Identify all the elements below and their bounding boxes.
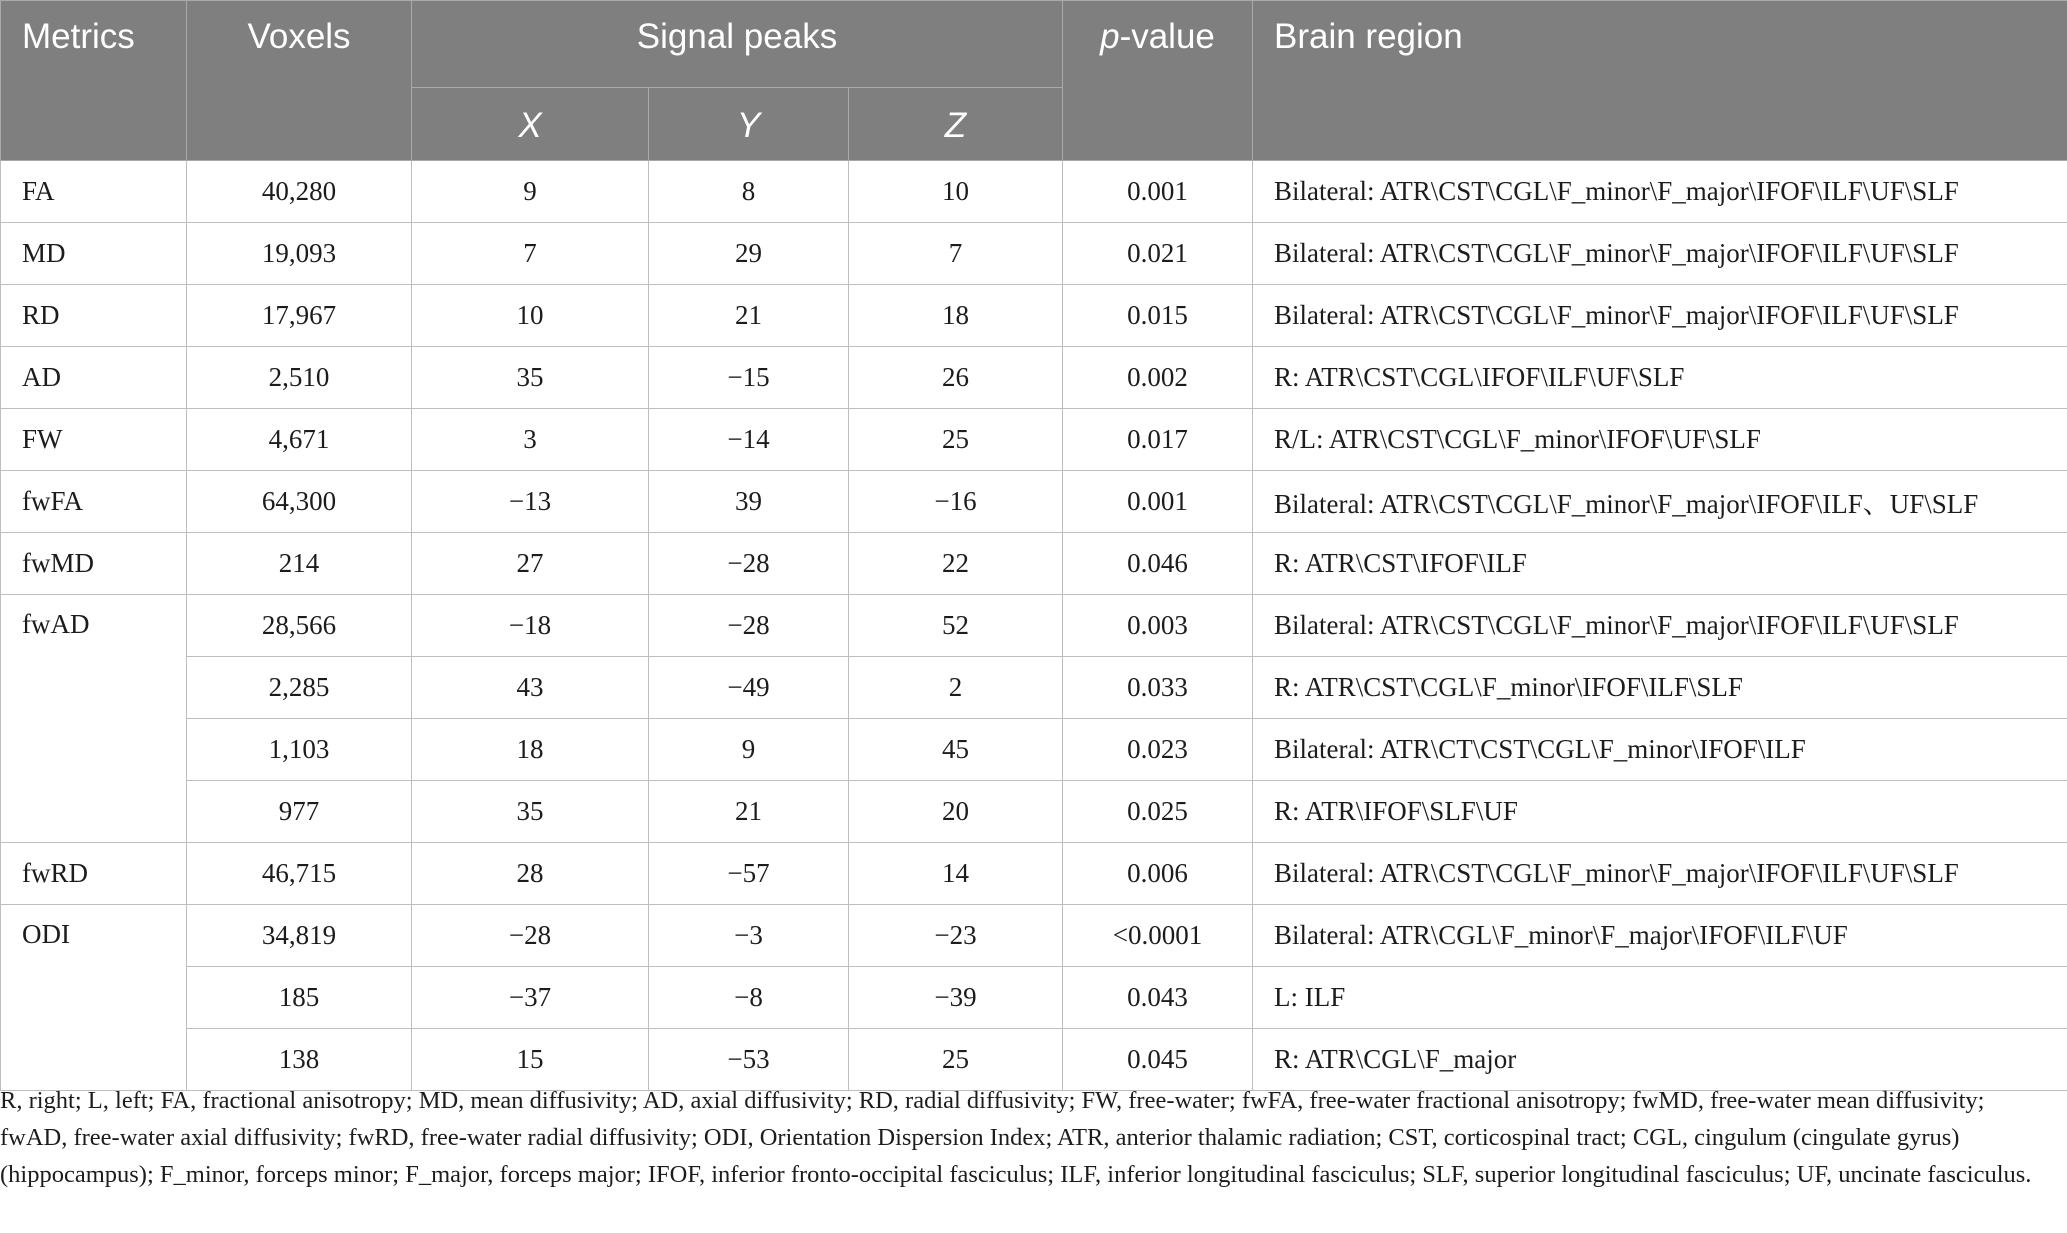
cell-brain-region: Bilateral: ATR\CST\CGL\F_minor\F_major\IFOF\ILF\UF\SLF: [1253, 595, 2067, 657]
cell-metric: FA: [1, 161, 187, 223]
header-p-italic: p: [1100, 17, 1120, 56]
cell-p-value: 0.045: [1063, 1029, 1253, 1091]
cell-voxels: 185: [187, 967, 412, 1029]
cell-brain-region: Bilateral: ATR\CST\CGL\F_minor\F_major\IFOF\ILF\UF\SLF: [1253, 161, 2067, 223]
cell-brain-region: R: ATR\CST\CGL\IFOF\ILF\UF\SLF: [1253, 347, 2067, 409]
cell-brain-region: Bilateral: ATR\CGL\F_minor\F_major\IFOF\ILF\UF: [1253, 905, 2067, 967]
cell-y: −53: [649, 1029, 849, 1091]
header-x: X: [412, 88, 649, 161]
cell-y: 29: [649, 223, 849, 285]
cell-p-value: 0.033: [1063, 657, 1253, 719]
cell-y: 21: [649, 781, 849, 843]
cell-brain-region: R: ATR\CST\CGL\F_minor\IFOF\ILF\SLF: [1253, 657, 2067, 719]
cell-y: −3: [649, 905, 849, 967]
header-voxels: Voxels: [187, 1, 412, 161]
cell-z: 20: [849, 781, 1063, 843]
cell-metric: ODI: [1, 905, 187, 1091]
table-row: [1, 223, 2067, 285]
cell-x: 18: [412, 719, 649, 781]
cell-voxels: 977: [187, 781, 412, 843]
cell-voxels: 17,967: [187, 285, 412, 347]
cell-z: 25: [849, 1029, 1063, 1091]
cell-p-value: 0.021: [1063, 223, 1253, 285]
cell-metric: RD: [1, 285, 187, 347]
cell-p-value: 0.001: [1063, 161, 1253, 223]
cell-y: 39: [649, 471, 849, 533]
cell-z: −39: [849, 967, 1063, 1029]
cell-p-value: <0.0001: [1063, 905, 1253, 967]
cell-metric: MD: [1, 223, 187, 285]
cell-voxels: 2,285: [187, 657, 412, 719]
cell-x: 35: [412, 347, 649, 409]
cell-p-value: 0.023: [1063, 719, 1253, 781]
cell-voxels: 34,819: [187, 905, 412, 967]
cell-x: 3: [412, 409, 649, 471]
cell-metric: FW: [1, 409, 187, 471]
cell-voxels: 40,280: [187, 161, 412, 223]
cell-z: 26: [849, 347, 1063, 409]
cell-z: 22: [849, 533, 1063, 595]
cell-x: 10: [412, 285, 649, 347]
cell-p-value: 0.015: [1063, 285, 1253, 347]
cell-brain-region: Bilateral: ATR\CST\CGL\F_minor\F_major\IFOF\ILF\UF\SLF: [1253, 843, 2067, 905]
cell-p-value: 0.043: [1063, 967, 1253, 1029]
cell-y: 21: [649, 285, 849, 347]
table-row: [1, 719, 2067, 781]
cell-voxels: 2,510: [187, 347, 412, 409]
cell-x: −13: [412, 471, 649, 533]
table-footnote: R, right; L, left; FA, fractional anisotropy; MD, mean diffusivity; AD, axial diffusivity; RD, radial diffusivity; FW, free-water; fwFA, free-water fractional anisotropy; fwMD, free-water mean diffusivity; fwAD, free-water axial diffusivity; fwRD, free-water radial diffusivity; ODI, Orientation Dispersion Index; ATR, anterior thalamic radiation; CST, corticospinal tract; CGL, cingulum (cingulate gyrus) (hippocampus); F_minor, forceps minor; F_major, forceps major; IFOF, inferior fronto-occipital fasciculus; ILF, inferior longitudinal fasciculus; SLF, superior longitudinal fasciculus; UF, uncinate fasciculus.: [0, 1087, 2032, 1188]
cell-z: 52: [849, 595, 1063, 657]
table-row: [1, 595, 2067, 657]
cell-x: 28: [412, 843, 649, 905]
cell-voxels: 46,715: [187, 843, 412, 905]
cell-metric: fwRD: [1, 843, 187, 905]
cell-brain-region: R: ATR\IFOF\SLF\UF: [1253, 781, 2067, 843]
cell-x: 27: [412, 533, 649, 595]
table-row: [1, 967, 2067, 1029]
cell-z: 18: [849, 285, 1063, 347]
cell-y: 9: [649, 719, 849, 781]
cell-y: −28: [649, 533, 849, 595]
cell-z: 25: [849, 409, 1063, 471]
cell-y: −8: [649, 967, 849, 1029]
table-body: [1, 161, 2067, 1091]
cell-x: 7: [412, 223, 649, 285]
cell-x: −28: [412, 905, 649, 967]
cell-p-value: 0.003: [1063, 595, 1253, 657]
table-row: [1, 347, 2067, 409]
table-row: [1, 161, 2067, 223]
cell-brain-region: R: ATR\CST\IFOF\ILF: [1253, 533, 2067, 595]
cell-p-value: 0.017: [1063, 409, 1253, 471]
cell-voxels: 214: [187, 533, 412, 595]
header-y: Y: [649, 88, 849, 161]
cell-brain-region: Bilateral: ATR\CST\CGL\F_minor\F_major\IFOF\ILF、UF\SLF: [1253, 471, 2067, 533]
cell-p-value: 0.006: [1063, 843, 1253, 905]
header-metrics: Metrics: [1, 1, 187, 161]
cell-voxels: 19,093: [187, 223, 412, 285]
cell-p-value: 0.046: [1063, 533, 1253, 595]
cell-brain-region: R: ATR\CGL\F_major: [1253, 1029, 2067, 1091]
header-brain-region: Brain region: [1253, 1, 2067, 161]
cell-y: −14: [649, 409, 849, 471]
cell-y: −57: [649, 843, 849, 905]
cell-x: −18: [412, 595, 649, 657]
cell-z: 2: [849, 657, 1063, 719]
cell-brain-region: R/L: ATR\CST\CGL\F_minor\IFOF\UF\SLF: [1253, 409, 2067, 471]
cell-z: 10: [849, 161, 1063, 223]
table-row: [1, 905, 2067, 967]
cell-p-value: 0.002: [1063, 347, 1253, 409]
header-z: Z: [849, 88, 1063, 161]
cell-voxels: 1,103: [187, 719, 412, 781]
header-p-value: [1063, 1, 1253, 161]
cell-x: 15: [412, 1029, 649, 1091]
cell-y: −49: [649, 657, 849, 719]
header-p-suffix: -value: [1119, 17, 1215, 56]
cell-brain-region: Bilateral: ATR\CST\CGL\F_minor\F_major\IFOF\ILF\UF\SLF: [1253, 223, 2067, 285]
cell-x: 43: [412, 657, 649, 719]
cell-voxels: 4,671: [187, 409, 412, 471]
cell-z: −23: [849, 905, 1063, 967]
header-signal-peaks: Signal peaks: [412, 1, 1063, 88]
cell-z: 45: [849, 719, 1063, 781]
cell-y: −28: [649, 595, 849, 657]
cell-metric: fwMD: [1, 533, 187, 595]
cell-y: 8: [649, 161, 849, 223]
cell-y: −15: [649, 347, 849, 409]
table-row: [1, 471, 2067, 533]
cell-metric: AD: [1, 347, 187, 409]
cell-x: −37: [412, 967, 649, 1029]
table-row: [1, 843, 2067, 905]
table-row: [1, 285, 2067, 347]
cell-z: −16: [849, 471, 1063, 533]
cell-metric: fwFA: [1, 471, 187, 533]
cell-voxels: 64,300: [187, 471, 412, 533]
table-row: [1, 781, 2067, 843]
cell-x: 35: [412, 781, 649, 843]
cell-metric: fwAD: [1, 595, 187, 843]
table-row: [1, 533, 2067, 595]
cell-x: 9: [412, 161, 649, 223]
table-row: [1, 409, 2067, 471]
cell-brain-region: Bilateral: ATR\CST\CGL\F_minor\F_major\IFOF\ILF\UF\SLF: [1253, 285, 2067, 347]
table-header: [1, 1, 2067, 161]
cell-p-value: 0.025: [1063, 781, 1253, 843]
cell-voxels: 138: [187, 1029, 412, 1091]
cell-brain-region: Bilateral: ATR\CT\CST\CGL\F_minor\IFOF\ILF: [1253, 719, 2067, 781]
cell-z: 7: [849, 223, 1063, 285]
cell-brain-region: L: ILF: [1253, 967, 2067, 1029]
cell-voxels: 28,566: [187, 595, 412, 657]
cell-z: 14: [849, 843, 1063, 905]
table-row: [1, 657, 2067, 719]
cell-p-value: 0.001: [1063, 471, 1253, 533]
